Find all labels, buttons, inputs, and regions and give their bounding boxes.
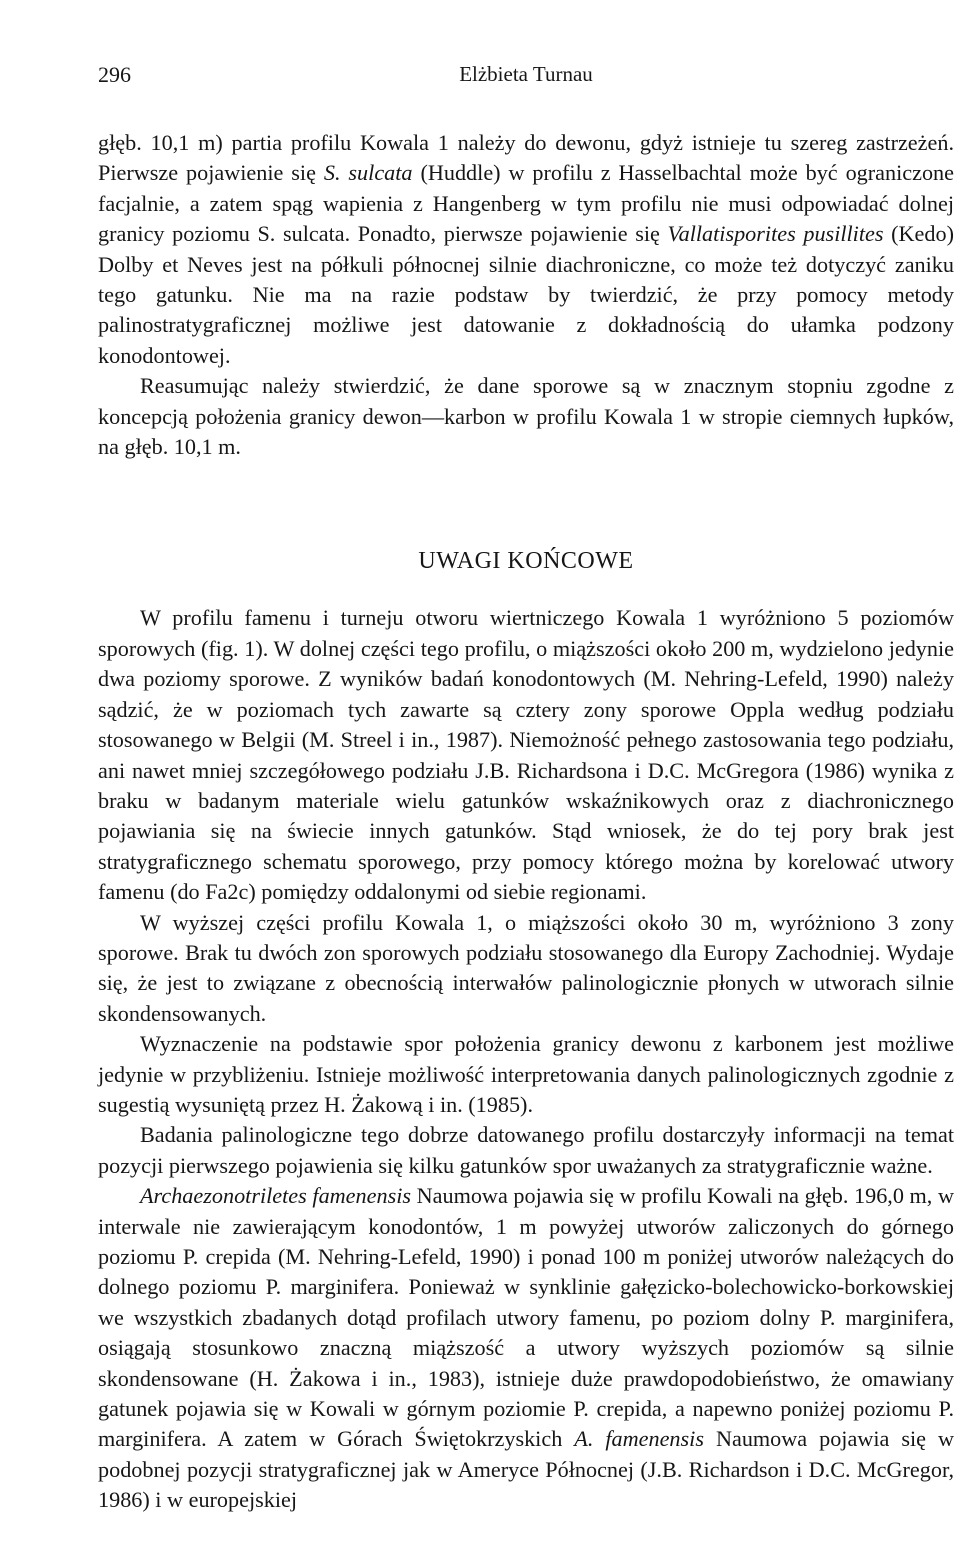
text-run: Naumowa pojawia się w profilu Kowali na głęb. 196,0 m, w interwale nie zawierającym konodontów, 1 m powyżej utworów zaliczonych do górnego poziomu P. crepida (M. Nehring-Lefeld, 1990) i ponad 100 m poniżej utworów należących do dolnego poziomu P. marginifera. Ponieważ w synklinie gałęzicko-bolechowicko-borkowskiej we wszystkich zbadanych dotąd profilach utwory famenu, po poziom dolny P. marginifera, osiągają stosunkowo znaczną miąższość a utwory wyższych poziomów są silnie skondensowane (H. Żakowa i in., 1983), istnieje duże prawdopodobieństwo, że omawiany gatunek pojawia się w Kowali w górnym poziomie P. crepida, a napewno poniżej poziomu P. marginifera. A zatem w Górach Świętokrzyskich [98, 1183, 954, 1452]
paragraph: Wyznaczenie na podstawie spor położenia granicy dewonu z karbonem jest możliwe jedynie w przybliżeniu. Istnieje możliwość interpretowania danych palinologicznych zgodnie z sugestią wysuniętą przez H. Żakową i in. (1985). [98, 1031, 954, 1117]
species-name: Vallatisporites pusillites [667, 221, 884, 247]
page [98, 62, 954, 1516]
running-head [98, 62, 954, 102]
paragraph: W wyższej części profilu Kowala 1, o miąższości około 30 m, wyróżniono 3 zony sporowe. Brak tu dwóch zon sporowych podziału stosowanego dla Europy Zachodniej. Wydaje się, że jest to związane z obecnością interwałów palinologicznie płonych w utworach silnie skondensowanych. [98, 909, 954, 1026]
running-head-author: Elżbieta Turnau [459, 62, 593, 86]
text-run: (Kedo) Dolby et Neves jest na półkuli północnej silnie diachroniczne, co może też dotyczyć zaniku tego gatunku. Nie ma na razie podstaw by twierdzić, że przy pomocy metody palinostratygraficznej możliwe jest datowanie z dokładnością do ułamka podzony konodontowej. [98, 221, 954, 368]
text-run: (Huddle) w profilu z Hasselbachtal może być ograniczone facjalnie, a zatem spąg wapienia z Hangenberg w tym profilu nie musi odpowiadać dolnej granicy poziomu S. sulcata. Ponadto, pierwsze pojawienie się [98, 160, 954, 247]
species-name: Archaezonotriletes famenensis [140, 1183, 411, 1209]
species-name: S. sulcata [323, 160, 413, 186]
text-run: głęb. 10,1 m) partia profilu Kowala 1 należy do dewonu, gdyż istnieje tu szereg zastrzeżeń. Pierwsze pojawienie się [98, 130, 954, 186]
page-number: 296 [98, 62, 131, 87]
paragraph: W profilu famenu i turneju otworu wiertniczego Kowala 1 wyróżniono 5 poziomów sporowych (fig. 1). W dolnej części tego profilu, o miąższości około 200 m, wydzielono jedynie dwa poziomy sporowe. Z wyników badań konodontowych (M. Nehring-Lefeld, 1990) należy sądzić, że w poziomach tych zawarte są cztery zony sporowe Oppla według podziału stosowanego w Belgii (M. Streel i in., 1987). Niemożność pełnego zastosowania tego podziału, ani nawet mniej szczegółowego podziału J.B. Richardsona i D.C. McGregora (1986) wynika z braku w badanym materiale wielu gatunków wskaźnikowych oraz z diachronicznego pojawiania się na świecie innych gatunków. Stąd wniosek, że do tej pory brak jest stratygraficznego schematu sporowego, przy pomocy którego można by korelować utwory famenu (do Fa2c) pomiędzy oddalonymi od siebie regionami. [98, 605, 954, 905]
paragraph-summary: Reasumując należy stwierdzić, że dane sporowe są w znacznym stopniu zgodne z koncepcją położenia granicy dewon—karbon w profilu Kowala 1 w stropie ciemnych łupków, na głęb. 10,1 m. [98, 373, 954, 460]
paragraph: Badania palinologiczne tego dobrze datowanego profilu dostarczyły informacji na temat pozycji pierwszego pojawienia się kilku gatunków spor uważanych za stratygraficznie ważne. [98, 1122, 954, 1178]
text-run: Naumowa pojawia się w podobnej pozycji stratygraficznej jak w Ameryce Północnej (J.B. Richardson i D.C. McGregor, 1986) i w europejskiej [98, 1426, 954, 1513]
species-name: A. famenensis [574, 1426, 704, 1452]
paragraph-continued [98, 128, 954, 371]
paragraph [98, 1181, 954, 1515]
section-heading: UWAGI KOŃCOWE [418, 548, 634, 575]
